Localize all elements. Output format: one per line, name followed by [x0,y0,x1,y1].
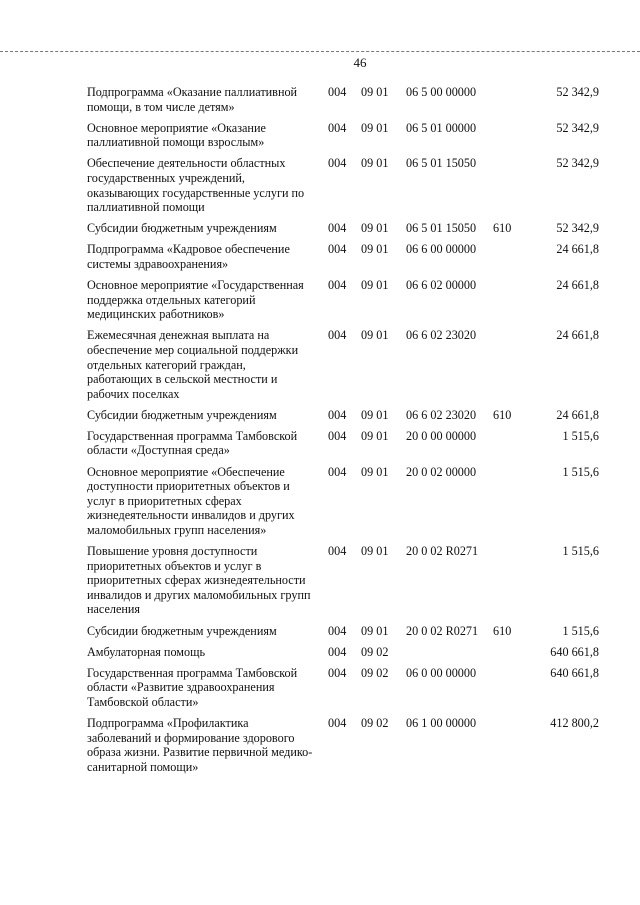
row-section-code: 09 01 [361,428,389,443]
row-ved-code: 004 [328,428,347,443]
row-section-code: 09 01 [361,623,389,638]
table-row [87,624,607,639]
row-name: Государственная программа Тамбовской области «Развитие здравоохранения Тамбовской области» [87,665,298,709]
row-target-article-code: 06 5 00 00000 [406,85,477,99]
row-sum: 1 515,6 [562,623,599,638]
row-target-article-code: 06 6 02 23020 [406,407,477,422]
row-sum: 1 515,6 [562,464,599,479]
row-section-code: 09 01 [361,120,389,135]
row-target-article-code: 06 6 02 00000 [406,278,477,293]
row-ved-code: 004 [328,221,347,236]
row-section-code: 09 01 [361,221,389,236]
row-ved-code: 004 [328,644,347,659]
row-sum: 24 661,8 [556,278,599,293]
row-ved-code: 004 [328,328,347,343]
row-name: Субсидии бюджетным учреждениям [87,221,277,236]
row-section-code: 09 02 [361,665,389,680]
row-sum: 52 342,9 [556,85,599,99]
row-target-article-code: 20 0 02 00000 [406,464,477,479]
row-sum: 24 661,8 [556,328,599,343]
table-row [87,544,607,617]
row-sum: 640 661,8 [550,665,599,680]
table-row [87,645,607,660]
row-target-article-code: 06 6 00 00000 [406,242,477,257]
row-target-article-code: 06 5 01 15050 [406,221,477,236]
row-sum: 52 342,9 [556,120,599,135]
row-target-article-code: 06 0 00 00000 [406,665,477,680]
row-section-code: 09 01 [361,85,389,99]
row-name: Государственная программа Тамбовской области «Доступная среда» [87,428,298,458]
row-name: Ежемесячная денежная выплата на обеспечение мер социальной поддержки отдельных категорий граждан, работающих в сельской местности и рабочих поселках [87,328,299,401]
table-row [87,666,607,710]
row-sum: 412 800,2 [550,715,599,730]
row-section-code: 09 01 [361,544,389,559]
row-target-article-code: 20 0 00 00000 [406,428,477,443]
row-sum: 52 342,9 [556,156,599,171]
row-section-code: 09 01 [361,278,389,293]
row-target-article-code: 06 1 00 00000 [406,715,477,730]
row-sum: 24 661,8 [556,407,599,422]
row-ved-code: 004 [328,278,347,293]
row-ved-code: 004 [328,464,347,479]
row-name: Повышение уровня доступности приоритетных объектов и услуг в приоритетных сферах жизнедеятельности инвалидов и других маломобильных групп населения [87,544,311,617]
table-row [87,278,607,322]
row-name: Основное мероприятие «Оказание паллиативной помощи взрослым» [87,120,266,150]
row-sum: 640 661,8 [550,644,599,659]
table-row [87,328,607,401]
table-row [87,408,607,423]
top-dashed-rule [0,51,640,52]
row-sum: 24 661,8 [556,242,599,257]
row-ved-code: 004 [328,242,347,257]
row-name: Обеспечение деятельности областных государственных учреждений, оказывающих государственные услуги по паллиативной помощи [87,156,305,215]
row-expense-type-code: 610 [493,407,512,422]
row-expense-type-code: 610 [493,221,512,236]
table-row [87,121,607,150]
budget-table [87,85,607,781]
row-sum: 1 515,6 [562,428,599,443]
row-section-code: 09 01 [361,156,389,171]
row-section-code: 09 01 [361,242,389,257]
row-section-code: 09 01 [361,328,389,343]
row-section-code: 09 02 [361,644,389,659]
row-name: Основное мероприятие «Государственная поддержка отдельных категорий медицинских работников» [87,278,304,322]
row-name: Субсидии бюджетным учреждениям [87,407,277,422]
page-number: 46 [353,55,367,70]
table-row [87,156,607,214]
row-target-article-code: 20 0 02 R0271 [406,623,479,638]
row-ved-code: 004 [328,544,347,559]
table-row [87,429,607,458]
table-row [87,85,607,114]
row-name: Подпрограмма «Профилактика заболеваний и формирование здорового образа жизни. Развитие первичной медико-санитарной помощи» [87,715,313,774]
row-name: Подпрограмма «Кадровое обеспечение системы здравоохранения» [87,242,290,271]
row-ved-code: 004 [328,715,347,730]
row-section-code: 09 02 [361,715,389,730]
row-name: Субсидии бюджетным учреждениям [87,623,277,638]
row-section-code: 09 01 [361,407,389,422]
row-ved-code: 004 [328,85,347,99]
row-sum: 1 515,6 [562,544,599,559]
table-row [87,242,607,271]
row-ved-code: 004 [328,623,347,638]
row-expense-type-code: 610 [493,623,512,638]
row-name: Подпрограмма «Оказание паллиативной помощи, в том числе детям» [87,85,298,114]
row-sum: 52 342,9 [556,221,599,236]
row-section-code: 09 01 [361,464,389,479]
row-name: Основное мероприятие «Обеспечение доступности приоритетных объектов и услуг в приоритетных сферах жизнедеятельности инвалидов и других маломобильных групп населения» [87,464,295,537]
table-row [87,465,607,538]
row-target-article-code: 06 5 01 00000 [406,120,477,135]
row-target-article-code: 06 6 02 23020 [406,328,477,343]
row-ved-code: 004 [328,665,347,680]
row-ved-code: 004 [328,156,347,171]
row-target-article-code: 06 5 01 15050 [406,156,477,171]
row-ved-code: 004 [328,120,347,135]
row-target-article-code: 20 0 02 R0271 [406,544,479,559]
table-row [87,716,607,774]
row-ved-code: 004 [328,407,347,422]
row-name: Амбулаторная помощь [87,644,206,659]
table-row [87,221,607,236]
